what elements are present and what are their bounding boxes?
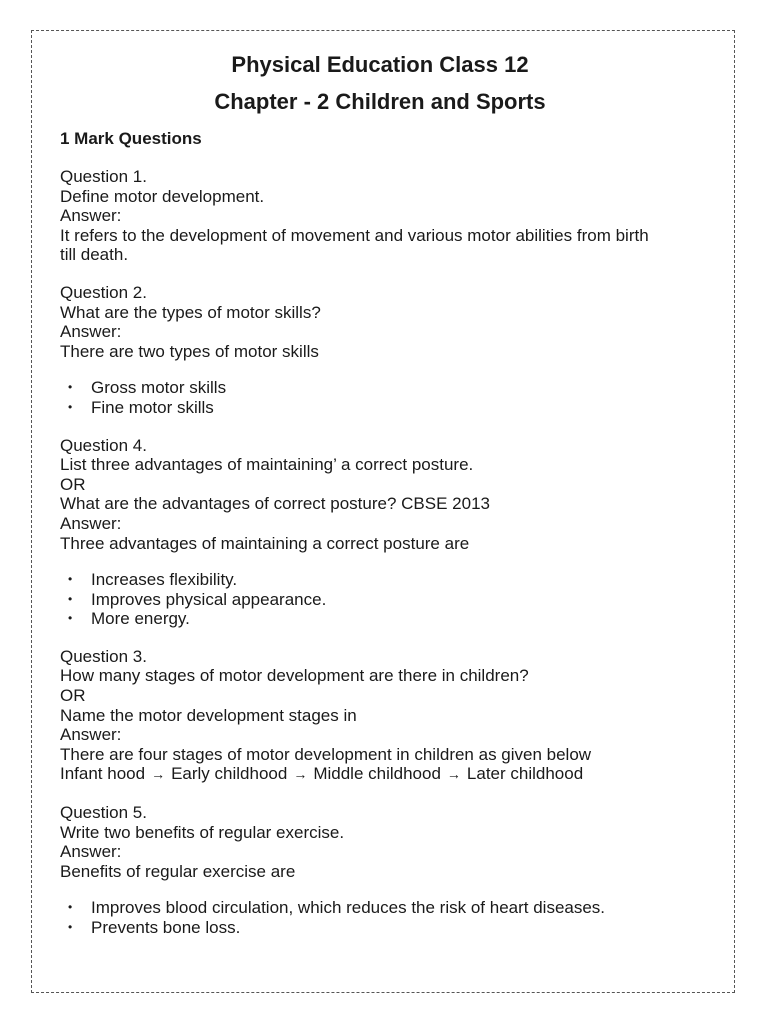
list-item bbox=[60, 590, 700, 610]
stage-label: Later childhood bbox=[466, 764, 584, 784]
stage-label: Infant hood bbox=[60, 764, 146, 784]
bullet-list bbox=[60, 378, 700, 417]
question-block-5 bbox=[60, 803, 700, 938]
list-item-text: Prevents bone loss. bbox=[91, 918, 241, 937]
question-text: What are the advantages of correct posture? CBSE 2013 bbox=[60, 494, 490, 514]
question-text: Name the motor development stages in bbox=[60, 705, 357, 725]
bullet-icon: • bbox=[68, 900, 73, 915]
arrow-right-icon: → bbox=[151, 766, 166, 783]
question-text: How many stages of motor development are there in children? bbox=[60, 666, 529, 686]
answer-label: Answer: bbox=[60, 842, 122, 862]
question-label: Question 4. bbox=[60, 435, 147, 455]
answer-text: Benefits of regular exercise are bbox=[60, 861, 296, 881]
bullet-icon: • bbox=[68, 611, 73, 626]
question-block-1 bbox=[60, 167, 700, 265]
list-item bbox=[60, 570, 700, 590]
list-item bbox=[60, 918, 700, 938]
list-item bbox=[60, 898, 700, 918]
bullet-list bbox=[60, 570, 700, 629]
answer-text: There are four stages of motor development in children as given below bbox=[60, 744, 592, 764]
section-heading: 1 Mark Questions bbox=[60, 129, 202, 148]
question-block-3 bbox=[60, 647, 700, 785]
list-item-text: More energy. bbox=[91, 609, 190, 629]
question-text: Write two benefits of regular exercise. bbox=[60, 822, 345, 842]
arrow-right-icon: → bbox=[293, 766, 308, 783]
list-item-text: Increases flexibility. bbox=[91, 570, 238, 590]
question-label: Question 3. bbox=[60, 646, 147, 666]
chapter-title: Chapter - 2 Children and Sports bbox=[214, 89, 546, 114]
question-text: Define motor development. bbox=[60, 186, 265, 206]
bullet-icon: • bbox=[68, 380, 73, 395]
question-text: List three advantages of maintaining’ a correct posture. bbox=[60, 455, 474, 475]
question-label: Question 2. bbox=[60, 282, 147, 302]
question-block-4 bbox=[60, 436, 700, 629]
answer-label: Answer: bbox=[60, 206, 122, 226]
list-item-text: Improves physical appearance. bbox=[91, 589, 327, 609]
bullet-icon: • bbox=[68, 920, 73, 934]
list-item-text: Improves blood circulation, which reduces the risk of heart diseases. bbox=[91, 898, 606, 918]
answer-text: There are two types of motor skills bbox=[60, 341, 319, 361]
list-item-text: Fine motor skills bbox=[91, 397, 214, 417]
answer-text: Three advantages of maintaining a correct posture are bbox=[60, 533, 470, 553]
list-item bbox=[60, 398, 700, 418]
question-text: OR bbox=[60, 686, 86, 706]
arrow-right-icon: → bbox=[446, 766, 461, 783]
stage-label: Early childhood bbox=[171, 764, 288, 784]
answer-text: It refers to the development of movement and various motor abilities from birth bbox=[60, 225, 649, 245]
question-block-2 bbox=[60, 283, 700, 418]
answer-label: Answer: bbox=[60, 725, 122, 745]
bullet-icon: • bbox=[68, 399, 73, 414]
stage-label: Middle childhood bbox=[313, 764, 441, 784]
stage-flow bbox=[60, 764, 700, 785]
answer-label: Answer: bbox=[60, 322, 122, 342]
list-item bbox=[60, 378, 700, 398]
bullet-icon: • bbox=[68, 591, 73, 606]
bullet-list bbox=[60, 898, 700, 937]
question-text: What are the types of motor skills? bbox=[60, 302, 321, 322]
list-item-text: Gross motor skills bbox=[91, 378, 227, 398]
bullet-icon: • bbox=[68, 572, 73, 587]
question-text: OR bbox=[60, 474, 86, 494]
answer-text: till death. bbox=[60, 245, 129, 265]
answer-label: Answer: bbox=[60, 513, 122, 533]
question-label: Question 5. bbox=[60, 803, 147, 823]
document-content bbox=[60, 50, 700, 938]
page-title: Physical Education Class 12 bbox=[231, 52, 529, 77]
question-label: Question 1. bbox=[60, 167, 147, 186]
list-item bbox=[60, 609, 700, 629]
